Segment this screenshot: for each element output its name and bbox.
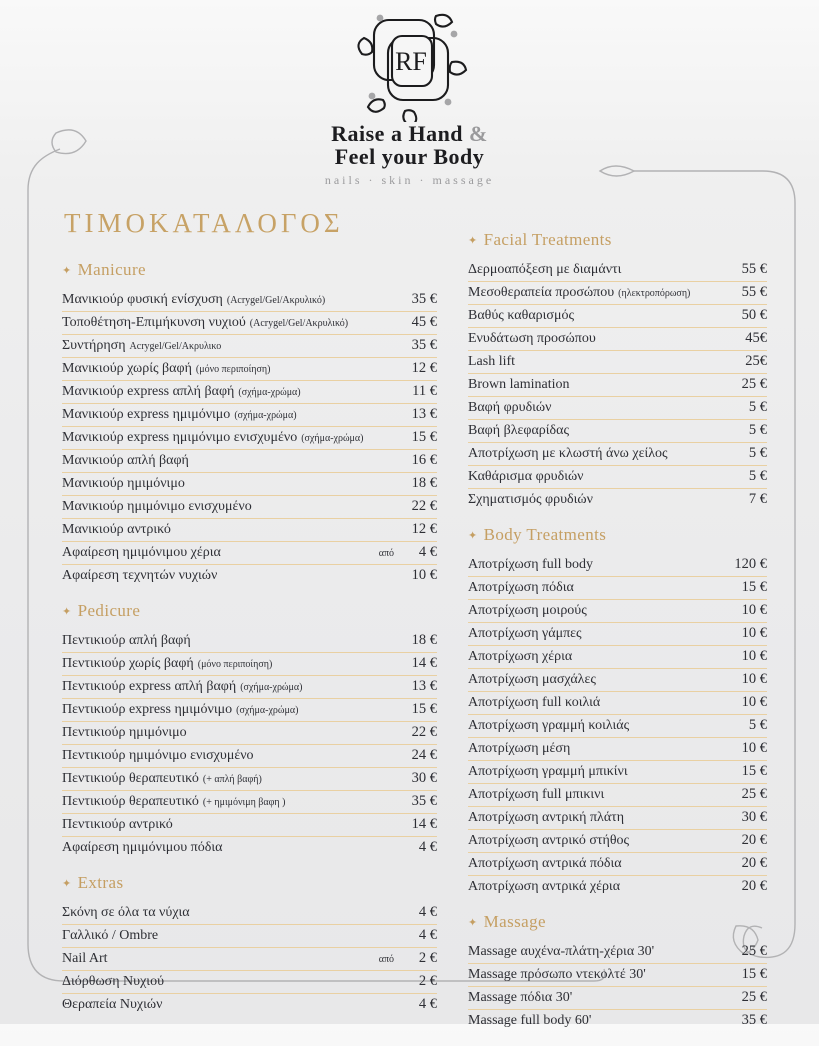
section-title bbox=[468, 912, 767, 932]
item-name: Σχηματισμός φρυδιών bbox=[468, 492, 593, 507]
item-name: Θεραπεία Νυχιών bbox=[62, 997, 163, 1012]
section-title-text: Facial Treatments bbox=[483, 230, 612, 249]
item-name: Πεντικιούρ θεραπευτικό bbox=[62, 771, 199, 786]
brand-header bbox=[0, 10, 819, 188]
price-row bbox=[468, 328, 767, 351]
diamond-bullet-icon: ✦ bbox=[62, 265, 72, 277]
item-price: 13 € bbox=[411, 678, 437, 694]
price-row bbox=[468, 964, 767, 987]
item-price: 22 € bbox=[411, 724, 437, 740]
section-rows bbox=[62, 902, 437, 1016]
price-row bbox=[62, 358, 437, 381]
item-price: 55 € bbox=[741, 261, 767, 277]
price-row bbox=[468, 374, 767, 397]
diamond-bullet-icon: ✦ bbox=[62, 606, 72, 618]
brand-name-line1 bbox=[0, 122, 819, 145]
price-row bbox=[468, 554, 767, 577]
item-price: 20 € bbox=[741, 855, 767, 871]
item-price: 5 € bbox=[748, 399, 767, 415]
item-price: 10 € bbox=[741, 625, 767, 641]
page-title: ΤΙΜΟΚΑΤΑΛΟΓΟΣ bbox=[64, 208, 344, 238]
price-row bbox=[468, 351, 767, 374]
item-name: Αποτρίχωση πόδια bbox=[468, 580, 574, 595]
item-name: Μανικιούρ χωρίς βαφή bbox=[62, 361, 192, 376]
price-row bbox=[468, 761, 767, 784]
price-prefix: από bbox=[378, 954, 394, 965]
item-price: 25 € bbox=[741, 376, 767, 392]
price-row bbox=[468, 600, 767, 623]
item-name: Πεντικιούρ ημιμόνιμο bbox=[62, 725, 187, 740]
item-price: 4 € bbox=[418, 544, 437, 560]
price-row bbox=[62, 496, 437, 519]
item-price: 12 € bbox=[411, 360, 437, 376]
item-name: Μανικιούρ express ημιμόνιμο bbox=[62, 407, 231, 422]
item-name: Massage full body 60' bbox=[468, 1013, 592, 1028]
item-price: 22 € bbox=[411, 498, 437, 514]
item-name: Βαφή φρυδιών bbox=[468, 400, 552, 415]
price-row bbox=[468, 489, 767, 511]
menu-section bbox=[468, 525, 767, 898]
price-row bbox=[468, 830, 767, 853]
item-name: Massage πόδια 30' bbox=[468, 990, 573, 1005]
item-price: 45 € bbox=[411, 314, 437, 330]
item-name: Μανικιούρ ημιμόνιμο ενισχυμένο bbox=[62, 499, 252, 514]
item-price: 20 € bbox=[741, 878, 767, 894]
price-row bbox=[468, 443, 767, 466]
item-price: 18 € bbox=[411, 475, 437, 491]
item-note: (σχήμα-χρώμα) bbox=[301, 433, 364, 444]
item-price: 18 € bbox=[411, 632, 437, 648]
item-name: Πεντικιούρ χωρίς βαφή bbox=[62, 656, 194, 671]
item-price: 25 € bbox=[741, 989, 767, 1005]
item-price: 4 € bbox=[418, 927, 437, 943]
price-row bbox=[468, 259, 767, 282]
section-title bbox=[62, 601, 437, 621]
price-row bbox=[468, 646, 767, 669]
logo-leaf-icon bbox=[368, 99, 385, 111]
item-price: 35 € bbox=[411, 291, 437, 307]
price-row bbox=[62, 404, 437, 427]
item-price: 4 € bbox=[418, 996, 437, 1012]
item-price: 10 € bbox=[741, 671, 767, 687]
menu-column-left bbox=[62, 260, 437, 1030]
price-row bbox=[468, 669, 767, 692]
item-name: Μανικιούρ αντρικό bbox=[62, 522, 171, 537]
item-price: 10 € bbox=[411, 567, 437, 583]
price-row bbox=[62, 473, 437, 496]
price-row bbox=[62, 565, 437, 587]
item-price: 24 € bbox=[411, 747, 437, 763]
item-name: Πεντικιούρ θεραπευτικό bbox=[62, 794, 199, 809]
item-price: 15 € bbox=[741, 579, 767, 595]
item-price: 5 € bbox=[748, 468, 767, 484]
price-row bbox=[62, 699, 437, 722]
price-row bbox=[62, 791, 437, 814]
item-name: Αποτρίχωση μοιρούς bbox=[468, 603, 587, 618]
menu-section bbox=[468, 912, 767, 1032]
section-title bbox=[62, 873, 437, 893]
item-name: Πεντικιούρ ημιμόνιμο ενισχυμένο bbox=[62, 748, 254, 763]
price-row bbox=[468, 466, 767, 489]
item-price: 10 € bbox=[741, 740, 767, 756]
item-name: Δερμοαπόξεση με διαμάντι bbox=[468, 262, 622, 277]
item-price: 20 € bbox=[741, 832, 767, 848]
item-price: 35 € bbox=[741, 1012, 767, 1028]
item-name: Αποτρίχωση χέρια bbox=[468, 649, 573, 664]
item-name: Αποτρίχωση αντρικό στήθος bbox=[468, 833, 630, 848]
item-name: Μανικιούρ express ημιμόνιμο ενισχυμένο bbox=[62, 430, 298, 445]
item-name: Γαλλικό / Ombre bbox=[62, 928, 159, 943]
section-title bbox=[468, 230, 767, 250]
item-name: Αποτρίχωση γραμμή κοιλιάς bbox=[468, 718, 630, 733]
item-price: 50 € bbox=[741, 307, 767, 323]
price-row bbox=[468, 715, 767, 738]
price-row bbox=[468, 738, 767, 761]
item-name: Αποτρίχωση full κοιλιά bbox=[468, 695, 601, 710]
price-row bbox=[468, 1010, 767, 1032]
price-row bbox=[468, 305, 767, 328]
price-row bbox=[468, 784, 767, 807]
price-prefix: από bbox=[378, 548, 394, 559]
item-price: 25 € bbox=[741, 943, 767, 959]
item-price: 11 € bbox=[412, 383, 437, 399]
item-name: Αφαίρεση τεχνητών νυχιών bbox=[62, 568, 218, 583]
section-title-text: Manicure bbox=[77, 260, 146, 279]
brand-name-text: Raise a Hand bbox=[331, 121, 464, 146]
price-row bbox=[468, 987, 767, 1010]
price-row bbox=[468, 577, 767, 600]
item-name: Nail Art bbox=[62, 951, 108, 966]
item-name: Ενυδάτωση προσώπου bbox=[468, 331, 596, 346]
item-name: Αφαίρεση ημιμόνιμου χέρια bbox=[62, 545, 221, 560]
price-row bbox=[62, 676, 437, 699]
price-row bbox=[468, 397, 767, 420]
item-name: Αποτρίχωση full body bbox=[468, 557, 593, 572]
item-note: (+ ημιμόνιμη βαφη ) bbox=[202, 797, 286, 808]
menu-column-right bbox=[468, 230, 767, 1046]
item-name: Μεσοθεραπεία προσώπου bbox=[468, 285, 615, 300]
price-row bbox=[62, 768, 437, 791]
price-row bbox=[62, 722, 437, 745]
item-price: 35 € bbox=[411, 793, 437, 809]
item-price: 2 € bbox=[418, 950, 437, 966]
item-note: (+ απλή βαφή) bbox=[202, 774, 262, 785]
price-row bbox=[62, 427, 437, 450]
item-note: (σχήμα-χρώμα) bbox=[240, 682, 303, 693]
brand-tagline: nails · skin · massage bbox=[324, 173, 495, 187]
item-price: 5 € bbox=[748, 422, 767, 438]
item-note: (Acrygel/Gel/Ακρυλικό) bbox=[226, 295, 326, 306]
item-name: Σκόνη σε όλα τα νύχια bbox=[62, 905, 190, 920]
item-name: Μανικιούρ express απλή βαφή bbox=[62, 384, 235, 399]
item-price: 14 € bbox=[411, 655, 437, 671]
menu-section bbox=[468, 230, 767, 511]
price-row bbox=[468, 282, 767, 305]
item-price: 5 € bbox=[748, 717, 767, 733]
item-price: 10 € bbox=[741, 648, 767, 664]
section-title-text: Extras bbox=[77, 873, 124, 892]
section-rows bbox=[468, 941, 767, 1032]
brand-name-line2: Feel your Body bbox=[334, 144, 485, 169]
item-price: 55 € bbox=[741, 284, 767, 300]
price-row bbox=[468, 807, 767, 830]
price-row bbox=[62, 630, 437, 653]
item-name: Αποτρίχωση αντρικά χέρια bbox=[468, 879, 621, 894]
price-row bbox=[62, 925, 437, 948]
item-name: Αποτρίχωση με κλωστή άνω χείλος bbox=[468, 446, 668, 461]
item-name: Lash lift bbox=[468, 354, 516, 369]
item-name: Massage αυχένα-πλάτη-χέρια 30' bbox=[468, 944, 655, 959]
item-name: Τοποθέτηση-Επιμήκυνση νυχιού bbox=[62, 315, 246, 330]
section-rows bbox=[62, 289, 437, 587]
price-row bbox=[62, 335, 437, 358]
item-name: Μανικιούρ φυσική ενίσχυση bbox=[62, 292, 223, 307]
item-price: 120 € bbox=[734, 556, 767, 572]
price-row bbox=[468, 623, 767, 646]
item-price: 4 € bbox=[418, 839, 437, 855]
item-price: 13 € bbox=[411, 406, 437, 422]
item-price: 45€ bbox=[745, 330, 767, 346]
item-name: Βαφή βλεφαρίδας bbox=[468, 423, 570, 438]
item-name: Αποτρίχωση γάμπες bbox=[468, 626, 582, 641]
section-title-text: Body Treatments bbox=[483, 525, 607, 544]
price-row bbox=[62, 948, 437, 971]
menu-section bbox=[62, 601, 437, 859]
item-name: Πεντικιούρ express απλή βαφή bbox=[62, 679, 237, 694]
logo-leaf-icon bbox=[449, 62, 465, 75]
item-price: 15 € bbox=[411, 701, 437, 717]
item-name: Διόρθωση Νυχιού bbox=[62, 974, 164, 989]
item-note: (μόνο περιποίηση) bbox=[195, 364, 271, 375]
menu-section bbox=[62, 873, 437, 1016]
brand-logo bbox=[348, 10, 472, 122]
price-row bbox=[62, 519, 437, 542]
price-row bbox=[468, 692, 767, 715]
logo-leaf-icon bbox=[358, 38, 372, 55]
price-row bbox=[468, 420, 767, 443]
item-name: Αποτρίχωση γραμμή μπικίνι bbox=[468, 764, 628, 779]
item-price: 15 € bbox=[741, 763, 767, 779]
section-rows bbox=[468, 554, 767, 898]
item-note: (ηλεκτροπόρωση) bbox=[618, 288, 691, 299]
item-price: 12 € bbox=[411, 521, 437, 537]
price-row bbox=[468, 876, 767, 898]
item-name: Μανικιούρ απλή βαφή bbox=[62, 453, 189, 468]
logo-monogram: RF bbox=[394, 47, 427, 76]
price-row bbox=[62, 902, 437, 925]
item-name: Πεντικιούρ express ημιμόνιμο bbox=[62, 702, 233, 717]
item-name: Καθάρισμα φρυδιών bbox=[468, 469, 584, 484]
item-price: 4 € bbox=[418, 904, 437, 920]
diamond-bullet-icon: ✦ bbox=[468, 235, 478, 247]
price-row bbox=[62, 837, 437, 859]
item-name: Πεντικιούρ αντρικό bbox=[62, 817, 173, 832]
item-price: 15 € bbox=[411, 429, 437, 445]
item-note: Acrygel/Gel/Ακρυλικο bbox=[129, 341, 222, 352]
item-note: (Acrygel/Gel/Ακρυλικό) bbox=[249, 318, 349, 329]
item-name: Brown lamination bbox=[468, 377, 570, 392]
item-price: 10 € bbox=[741, 602, 767, 618]
menu-section bbox=[62, 260, 437, 587]
item-price: 30 € bbox=[741, 809, 767, 825]
item-name: Αποτρίχωση μασχάλες bbox=[468, 672, 596, 687]
section-rows bbox=[468, 259, 767, 511]
price-row bbox=[62, 745, 437, 768]
item-note: (μόνο περιποίηση) bbox=[197, 659, 273, 670]
price-row bbox=[62, 653, 437, 676]
price-row bbox=[468, 853, 767, 876]
price-row bbox=[62, 289, 437, 312]
item-name: Αποτρίχωση αντρική πλάτη bbox=[468, 810, 625, 825]
item-price: 5 € bbox=[748, 445, 767, 461]
brand-ampersand: & bbox=[469, 121, 488, 146]
section-title bbox=[62, 260, 437, 280]
diamond-bullet-icon: ✦ bbox=[468, 530, 478, 542]
item-price: 10 € bbox=[741, 694, 767, 710]
item-name: Βαθύς καθαρισμός bbox=[468, 308, 575, 323]
item-name: Πεντικιούρ απλή βαφή bbox=[62, 633, 191, 648]
item-name: Συντήρηση bbox=[62, 338, 126, 353]
item-price: 16 € bbox=[411, 452, 437, 468]
item-price: 25 € bbox=[741, 786, 767, 802]
item-price: 15 € bbox=[741, 966, 767, 982]
item-price: 25€ bbox=[745, 353, 767, 369]
item-name: Αφαίρεση ημιμόνιμου πόδια bbox=[62, 840, 223, 855]
item-name: Αποτρίχωση αντρικά πόδια bbox=[468, 856, 622, 871]
item-name: Μανικιούρ ημιμόνιμο bbox=[62, 476, 185, 491]
item-price: 35 € bbox=[411, 337, 437, 353]
item-name: Αποτρίχωση full μπικινι bbox=[468, 787, 605, 802]
item-price: 7 € bbox=[748, 491, 767, 507]
item-note: (σχήμα-χρώμα) bbox=[236, 705, 299, 716]
price-row bbox=[62, 814, 437, 837]
diamond-bullet-icon: ✦ bbox=[468, 917, 478, 929]
item-note: (σχήμα-χρώμα) bbox=[238, 387, 301, 398]
item-note: (σχήμα-χρώμα) bbox=[234, 410, 297, 421]
section-title-text: Pedicure bbox=[77, 601, 141, 620]
item-price: 14 € bbox=[411, 816, 437, 832]
price-row bbox=[62, 450, 437, 473]
price-row bbox=[62, 312, 437, 335]
price-row bbox=[62, 971, 437, 994]
section-title-text: Massage bbox=[483, 912, 546, 931]
item-price: 30 € bbox=[411, 770, 437, 786]
item-price: 2 € bbox=[418, 973, 437, 989]
price-row bbox=[62, 381, 437, 404]
logo-leaf-icon bbox=[435, 15, 452, 27]
item-name: Αποτρίχωση μέση bbox=[468, 741, 571, 756]
price-row bbox=[62, 542, 437, 565]
section-title bbox=[468, 525, 767, 545]
price-row bbox=[468, 941, 767, 964]
section-rows bbox=[62, 630, 437, 859]
item-name: Massage πρόσωπο ντεκολτέ 30' bbox=[468, 967, 646, 982]
diamond-bullet-icon: ✦ bbox=[62, 878, 72, 890]
price-row bbox=[62, 994, 437, 1016]
